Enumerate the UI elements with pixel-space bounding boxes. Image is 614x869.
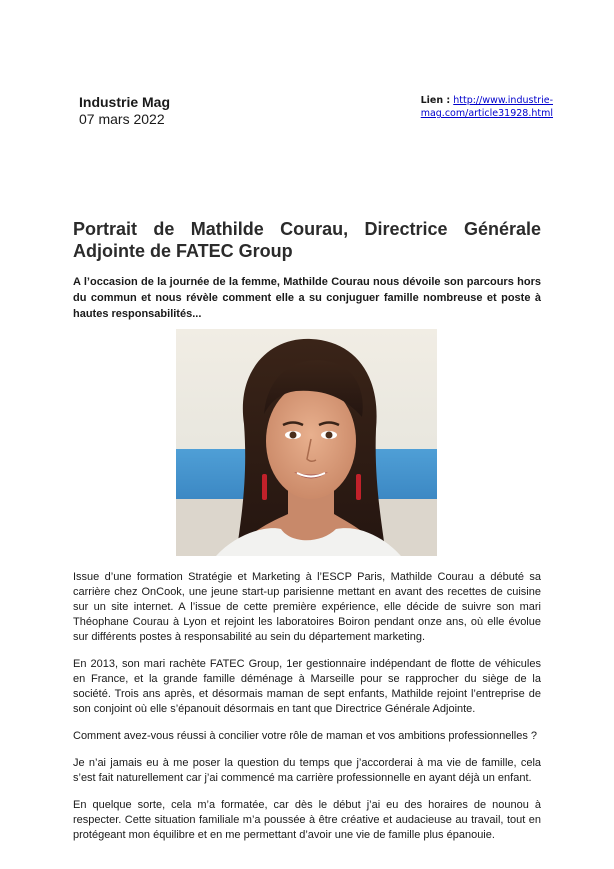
publication-name: Industrie Mag	[79, 94, 171, 110]
article-url-link[interactable]: http://www.industrie-	[453, 95, 553, 106]
article-url-link-continued[interactable]: mag.com/article31928.html	[420, 108, 553, 119]
article-lead: A l’occasion de la journée de la femme, Mathilde Courau nous dévoile son parcours hors du commun et nous révèle comment elle a su conjuguer famille nombreuse et poste à hautes responsabilités...	[73, 276, 541, 320]
publication-date: 07 mars 2022	[79, 111, 165, 127]
portrait-photo	[176, 329, 437, 556]
article-body	[73, 570, 541, 855]
paragraph: Issue d’une formation Stratégie et Marketing à l’ESCP Paris, Mathilde Courau a débuté sa carrière chez OnCook, une jeune start-up parisienne mettant en avant des recettes de cuisine sur un site internet. A l’issue de cette première expérience, elle décide de suivre son mari Théophane Courau à Lyon et rejoint les laboratoires Boiron pendant onze ans, où elle évolue sur différents postes à responsabilité au sein du département marketing.	[73, 571, 541, 643]
publication-header	[79, 94, 170, 128]
paragraph: En 2013, son mari rachète FATEC Group, 1er gestionnaire indépendant de flotte de véhicules en France, et la grande famille déménage à Marseille pour se rapprocher du siège de la société. Trois ans après, et désormais maman de sept enfants, Mathilde rejoint l’entreprise de son conjoint où elle s’épanouit désormais en tant que Directrice Générale Adjointe.	[73, 658, 541, 715]
paragraph: Je n’ai jamais eu à me poser la question du temps que j’accorderai à ma vie de famille, cela s’est fait naturellement car j’ai commencé ma carrière professionnelle en ayant déjà un enfant.	[73, 757, 541, 784]
interview-question: Comment avez-vous réussi à concilier votre rôle de maman et vos ambitions professionnelles ?	[73, 730, 538, 742]
article-title: Portrait de Mathilde Courau, Directrice Générale Adjointe de FATEC Group	[73, 219, 541, 261]
article-link-block	[421, 94, 553, 120]
paragraph: En quelque sorte, cela m’a formatée, car dès le début j’ai eu des horaires de nounou à respecter. Cette situation familiale m’a poussée à être créative et audacieuse au travail, tout en protégeant mon équilibre et en me permettant d’avoir une vie de famille plus épanouie.	[73, 799, 541, 841]
link-label: Lien :	[420, 95, 451, 106]
